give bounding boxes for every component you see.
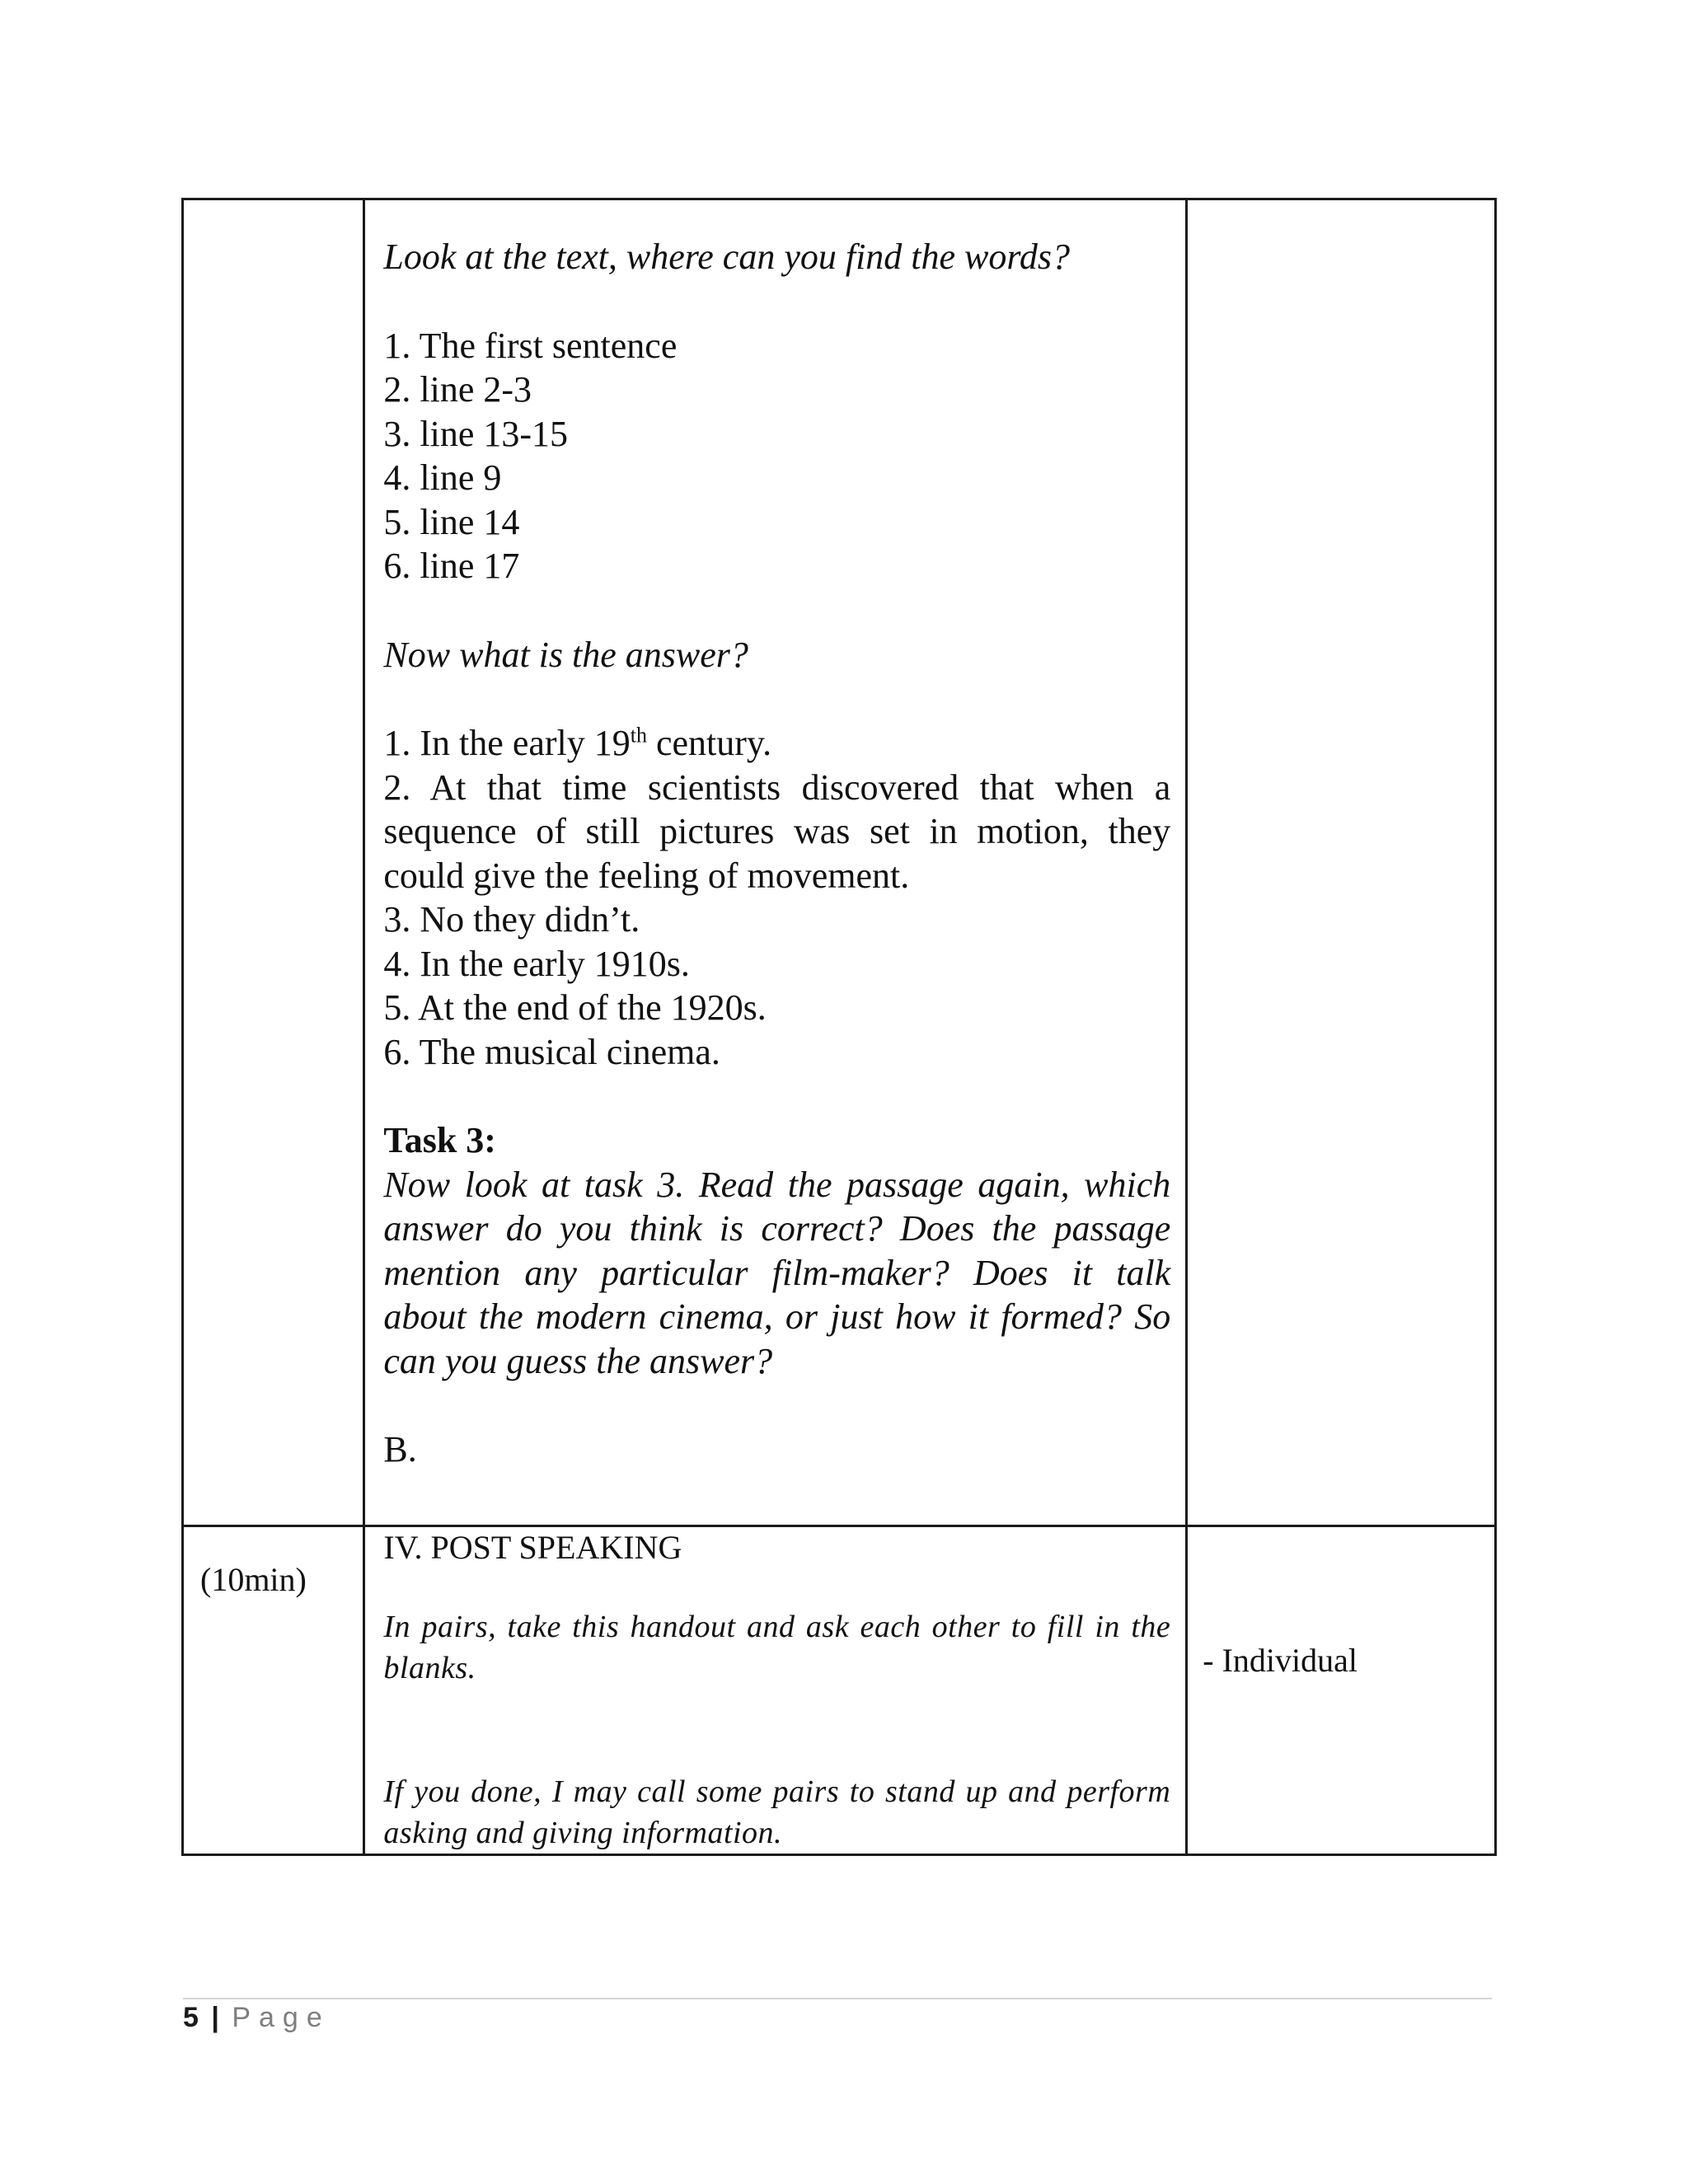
- pair-instruction: In pairs, take this handout and ask each other to fill in the blanks.: [383, 1610, 1171, 1685]
- page-label: Page: [232, 2002, 331, 2033]
- list-item: 2. line 2-3: [383, 369, 532, 410]
- time-cell: [183, 199, 364, 1526]
- answer-item-1: 1. In the early 19th century.: [383, 723, 772, 763]
- footer-separator: |: [211, 2002, 219, 2033]
- activity-cell: [364, 1526, 1187, 1855]
- footer-divider: [183, 1998, 1492, 1999]
- page-number: 5: [183, 2002, 199, 2033]
- answer-item-4: 4. In the early 1910s.: [383, 943, 690, 984]
- list-item: 4. line 9: [383, 457, 502, 498]
- task-instructions: Now look at task 3. Read the passage again, which answer do you think is correct? Does the passage mention any particular film-maker? Does it talk about the modern cinema, or just how it formed? So can you guess the answer?: [383, 1164, 1171, 1381]
- list-item: 6. line 17: [383, 546, 520, 586]
- table-row: [183, 1526, 1496, 1855]
- task-heading: Task 3:: [383, 1120, 496, 1160]
- question-find-words: Look at the text, where can you find the words?: [383, 237, 1071, 277]
- page-footer: [183, 2001, 331, 2034]
- task-answer: B.: [383, 1429, 417, 1469]
- lesson-plan-table: [181, 198, 1497, 1856]
- pattern-cell: [1187, 199, 1496, 1526]
- stage-time: (10min): [200, 1561, 307, 1598]
- list-item: 1. The first sentence: [383, 325, 678, 366]
- answer-item-6: 6. The musical cinema.: [383, 1031, 720, 1072]
- table-row: [183, 199, 1496, 1526]
- activity-cell: [364, 199, 1187, 1526]
- answer-item-2: 2. At that time scientists discovered that when a sequence of still pictures was set in motion, they could give the feeling of movement.: [383, 766, 1171, 896]
- performance-instruction: If you done, I may call some pairs to stand up and perform asking and giving information.: [383, 1774, 1171, 1850]
- answer-item-3: 3. No they didn’t.: [383, 899, 640, 940]
- time-cell: [183, 1526, 364, 1855]
- stage-heading: IV. POST SPEAKING: [383, 1529, 682, 1566]
- list-item: 3. line 13-15: [383, 413, 569, 454]
- answer-item-5: 5. At the end of the 1920s.: [383, 987, 767, 1028]
- pattern-cell: [1187, 1526, 1496, 1855]
- interaction-pattern: - Individual: [1203, 1642, 1358, 1679]
- question-answer: Now what is the answer?: [383, 634, 748, 675]
- list-item: 5. line 14: [383, 501, 520, 542]
